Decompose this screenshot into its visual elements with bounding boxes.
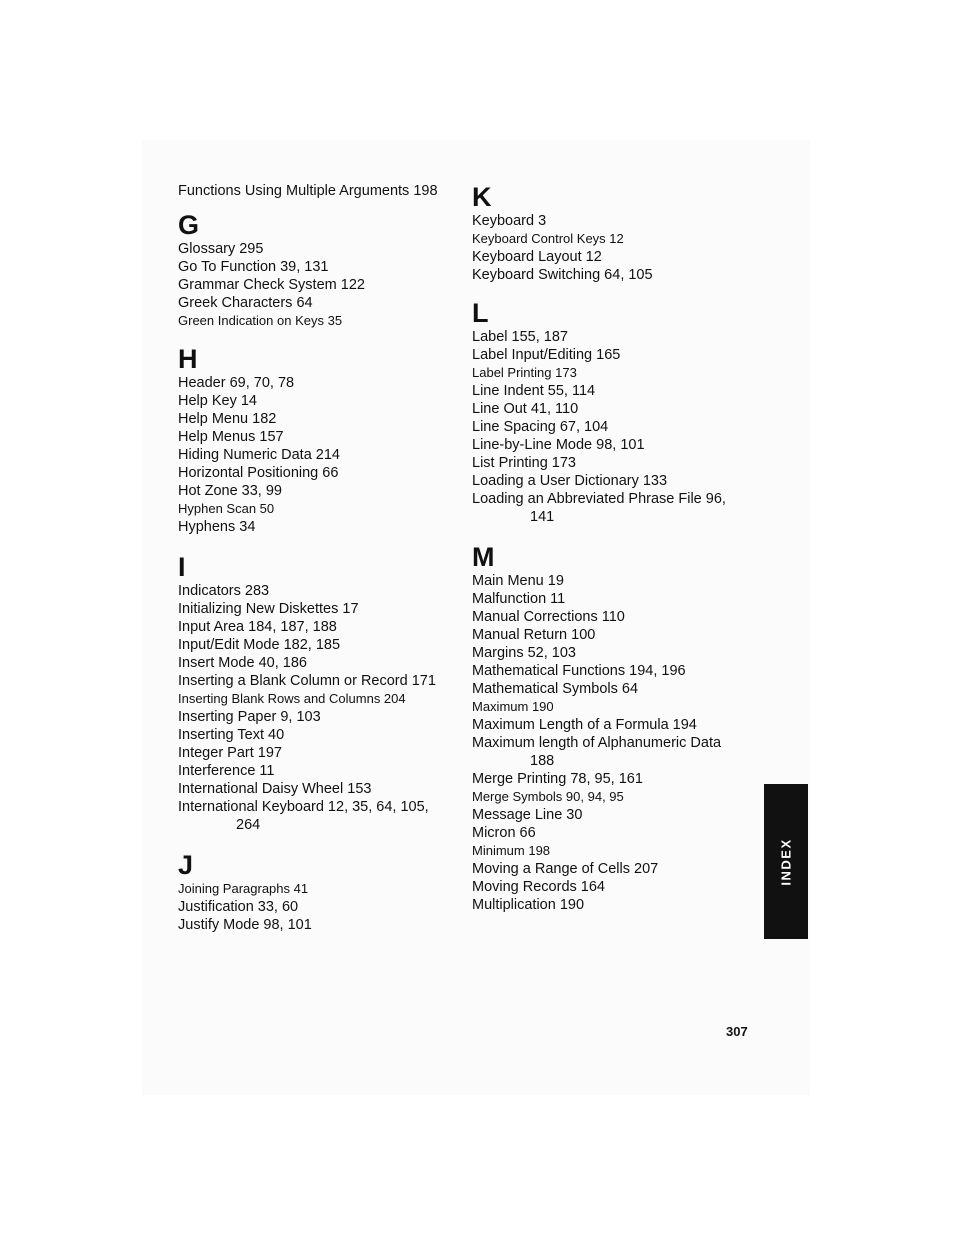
index-section-k bbox=[472, 182, 757, 284]
index-entry: Green Indication on Keys 35 bbox=[178, 313, 343, 328]
index-entry: Integer Part 197 bbox=[178, 745, 282, 761]
section-letter: J bbox=[178, 850, 194, 880]
index-entry: Hiding Numeric Data 214 bbox=[178, 447, 340, 463]
index-section-h bbox=[178, 344, 463, 536]
index-entry: Line Indent 55, 114 bbox=[472, 383, 596, 399]
index-entry: Hot Zone 33, 99 bbox=[178, 483, 282, 499]
index-entry: Keyboard Control Keys 12 bbox=[472, 231, 624, 246]
index-section-i bbox=[178, 552, 463, 834]
index-entry: Message Line 30 bbox=[472, 807, 583, 823]
index-entry: Maximum length of Alphanumeric Data bbox=[472, 735, 722, 751]
index-entry: Moving a Range of Cells 207 bbox=[472, 861, 659, 877]
index-entry: Label 155, 187 bbox=[472, 329, 568, 345]
index-entry: Keyboard Switching 64, 105 bbox=[472, 267, 653, 283]
index-entry: Loading a User Dictionary 133 bbox=[472, 473, 668, 489]
index-entry: Inserting a Blank Column or Record 171 bbox=[178, 673, 436, 689]
index-entry: Input Area 184, 187, 188 bbox=[178, 619, 337, 635]
index-entry: Hyphens 34 bbox=[178, 519, 256, 535]
index-entry: Inserting Text 40 bbox=[178, 727, 285, 743]
index-entry: List Printing 173 bbox=[472, 455, 576, 471]
section-letter: L bbox=[472, 298, 489, 328]
index-entry: Header 69, 70, 78 bbox=[178, 375, 295, 391]
index-entry: Margins 52, 103 bbox=[472, 645, 576, 661]
side-tab-label: INDEX bbox=[778, 837, 794, 886]
index-entry: Interference 11 bbox=[178, 763, 275, 779]
index-entry: Micron 66 bbox=[472, 825, 536, 841]
index-section-g bbox=[178, 210, 463, 330]
index-section-j bbox=[178, 850, 463, 934]
index-entry: Glossary 295 bbox=[178, 241, 264, 257]
index-section-l bbox=[472, 298, 757, 526]
index-entry: Label Input/Editing 165 bbox=[472, 347, 621, 363]
section-letter: K bbox=[472, 182, 492, 212]
index-entry: Keyboard Layout 12 bbox=[472, 249, 602, 265]
index-entry: Maximum Length of a Formula 194 bbox=[472, 717, 697, 733]
index-entry: Minimum 198 bbox=[472, 843, 551, 858]
section-letter: G bbox=[178, 210, 200, 240]
index-entry: Greek Characters 64 bbox=[178, 295, 313, 311]
index-entry-continuation: 188 bbox=[530, 753, 555, 769]
index-entry: Line Spacing 67, 104 bbox=[472, 419, 609, 435]
index-entry: Input/Edit Mode 182, 185 bbox=[178, 637, 341, 653]
index-entry: Justify Mode 98, 101 bbox=[178, 917, 312, 933]
index-entry: Manual Return 100 bbox=[472, 627, 596, 643]
section-letter: I bbox=[178, 552, 186, 582]
index-entry: Multiplication 190 bbox=[472, 897, 585, 913]
index-side-tab bbox=[764, 784, 808, 939]
index-entry-continuation: 141 bbox=[530, 509, 555, 525]
page-number: 307 bbox=[726, 1024, 748, 1039]
index-entry: Joining Paragraphs 41 bbox=[178, 881, 309, 896]
index-entry: Justification 33, 60 bbox=[178, 899, 299, 915]
section-letter: H bbox=[178, 344, 198, 374]
index-entry: Inserting Blank Rows and Columns 204 bbox=[178, 691, 406, 706]
index-entry: Horizontal Positioning 66 bbox=[178, 465, 339, 481]
index-entry: Merge Symbols 90, 94, 95 bbox=[472, 789, 624, 804]
index-entry: Help Key 14 bbox=[178, 393, 257, 409]
index-entry: Grammar Check System 122 bbox=[178, 277, 365, 293]
index-section-m bbox=[472, 542, 757, 914]
index-entry: Line Out 41, 110 bbox=[472, 401, 579, 417]
index-entry: Initializing New Diskettes 17 bbox=[178, 601, 359, 617]
index-entry: Indicators 283 bbox=[178, 583, 270, 599]
index-entry-continuation: 264 bbox=[236, 817, 261, 833]
index-entry: Loading an Abbreviated Phrase File 96, bbox=[472, 491, 726, 507]
index-entry: Maximum 190 bbox=[472, 699, 554, 714]
index-entry: Main Menu 19 bbox=[472, 573, 564, 589]
index-entry: Label Printing 173 bbox=[472, 365, 577, 380]
section-letter: M bbox=[472, 542, 495, 572]
index-entry: Functions Using Multiple Arguments 198 bbox=[178, 183, 438, 199]
index-entry: Help Menu 182 bbox=[178, 411, 277, 427]
index-entry: Manual Corrections 110 bbox=[472, 609, 625, 625]
index-column-right bbox=[472, 182, 757, 914]
index-entry: Keyboard 3 bbox=[472, 213, 547, 229]
index-entry: Merge Printing 78, 95, 161 bbox=[472, 771, 643, 787]
index-entry: International Keyboard 12, 35, 64, 105, bbox=[178, 799, 429, 815]
index-entry: Malfunction 11 bbox=[472, 591, 566, 607]
index-entry: Insert Mode 40, 186 bbox=[178, 655, 307, 671]
index-entry: Moving Records 164 bbox=[472, 879, 605, 895]
index-entry: Mathematical Symbols 64 bbox=[472, 681, 639, 697]
index-entry: Mathematical Functions 194, 196 bbox=[472, 663, 686, 679]
index-entry: Inserting Paper 9, 103 bbox=[178, 709, 321, 725]
index-entry: Go To Function 39, 131 bbox=[178, 259, 329, 275]
index-entry: International Daisy Wheel 153 bbox=[178, 781, 372, 797]
index-entry: Help Menus 157 bbox=[178, 429, 284, 445]
index-entry: Line-by-Line Mode 98, 101 bbox=[472, 437, 645, 453]
index-column-left bbox=[178, 182, 463, 934]
index-entry: Hyphen Scan 50 bbox=[178, 501, 275, 516]
